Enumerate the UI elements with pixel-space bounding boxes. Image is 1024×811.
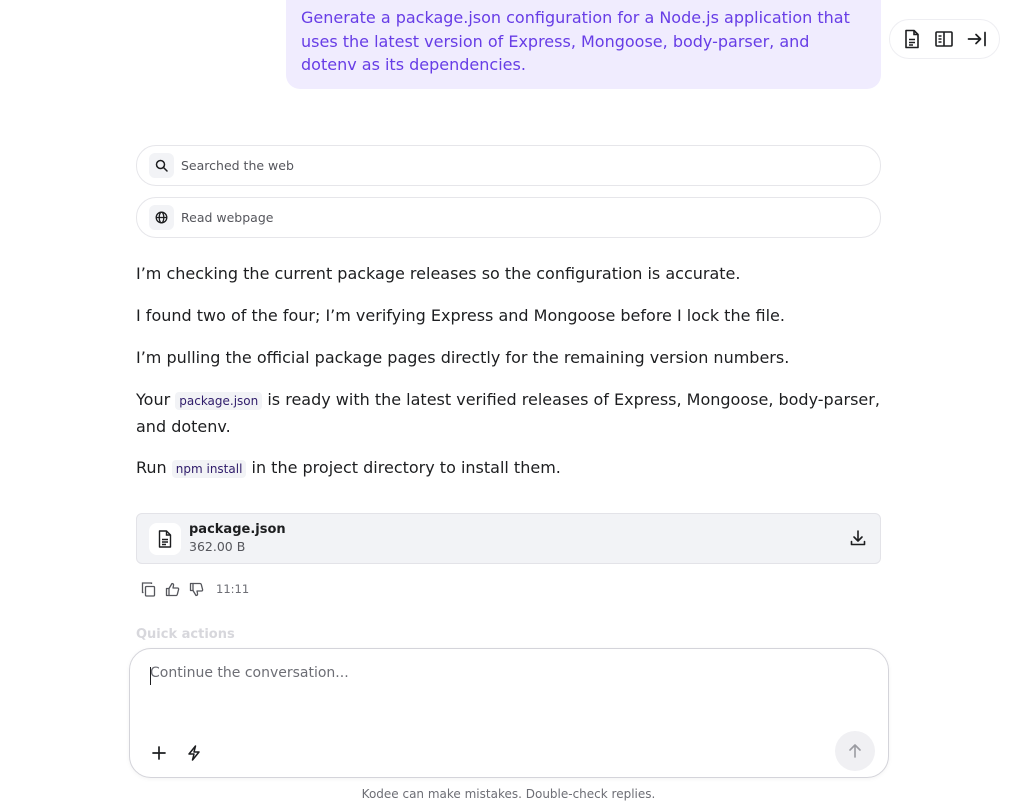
collapse-panel-icon <box>967 31 987 47</box>
file-meta <box>189 521 286 556</box>
add-attachment-button[interactable] <box>147 741 171 765</box>
search-icon <box>155 159 168 172</box>
globe-icon <box>155 211 168 224</box>
assistant-paragraph: I’m pulling the official package pages directly for the remaining version numbers. <box>136 348 790 367</box>
copy-icon <box>141 582 156 597</box>
thumbs-down-icon <box>189 582 204 597</box>
step-read-webpage[interactable] <box>136 197 881 238</box>
paragraph-text: in the project directory to install them. <box>246 458 561 477</box>
inline-code: package.json <box>175 392 262 410</box>
document-icon <box>903 29 921 49</box>
disclaimer-text: Kodee can make mistakes. Double-check replies. <box>361 787 656 801</box>
text-caret <box>150 667 151 685</box>
inline-code: npm install <box>172 460 247 478</box>
file-name: package.json <box>189 522 286 537</box>
document-button[interactable] <box>899 26 925 52</box>
assistant-paragraph: I found two of the four; I’m verifying Express and Mongoose before I lock the file. <box>136 306 785 325</box>
paragraph-text: Your <box>136 390 176 409</box>
lightning-icon <box>187 745 201 761</box>
user-message-bubble <box>286 0 881 89</box>
thumbs-up-button[interactable] <box>164 581 180 597</box>
step-label: Searched the web <box>181 158 294 173</box>
book-icon <box>934 30 954 48</box>
message-composer <box>129 648 889 778</box>
step-icon-wrap <box>149 153 174 178</box>
user-message-text: Generate a package.json configuration for a Node.js application that uses the latest version of Express, Mongoose, body-parser, and dotenv as its dependencies. <box>301 8 850 74</box>
send-button[interactable] <box>835 731 875 771</box>
collapse-panel-button[interactable] <box>964 26 990 52</box>
paragraph-text: is ready with the latest verified releases of Express, Mongoose, body-parser, and dotenv. <box>136 390 880 436</box>
file-icon <box>157 530 173 548</box>
step-searched-web[interactable] <box>136 145 881 186</box>
arrow-up-icon <box>848 743 862 759</box>
file-size: 362.00 B <box>189 539 246 554</box>
file-icon-wrap <box>149 523 181 555</box>
plus-icon <box>152 746 166 760</box>
quick-actions-heading: Quick actions <box>136 627 235 642</box>
step-icon-wrap <box>149 205 174 230</box>
thumbs-up-icon <box>165 582 180 597</box>
download-icon <box>849 529 867 547</box>
thumbs-down-button[interactable] <box>188 581 204 597</box>
message-input[interactable] <box>150 665 830 681</box>
panel-toolbar <box>889 19 1000 59</box>
copy-button[interactable] <box>140 581 156 597</box>
paragraph-text: Run <box>136 458 172 477</box>
assistant-paragraph <box>136 387 881 440</box>
download-button[interactable] <box>849 529 869 549</box>
quick-actions-button[interactable] <box>182 741 206 765</box>
file-attachment-card[interactable] <box>136 513 881 564</box>
assistant-paragraph: I’m checking the current package releases so the configuration is accurate. <box>136 264 741 283</box>
assistant-paragraph <box>136 455 881 482</box>
message-actions <box>140 581 249 597</box>
message-timestamp: 11:11 <box>216 582 250 596</box>
book-button[interactable] <box>931 26 957 52</box>
step-label: Read webpage <box>181 210 274 225</box>
